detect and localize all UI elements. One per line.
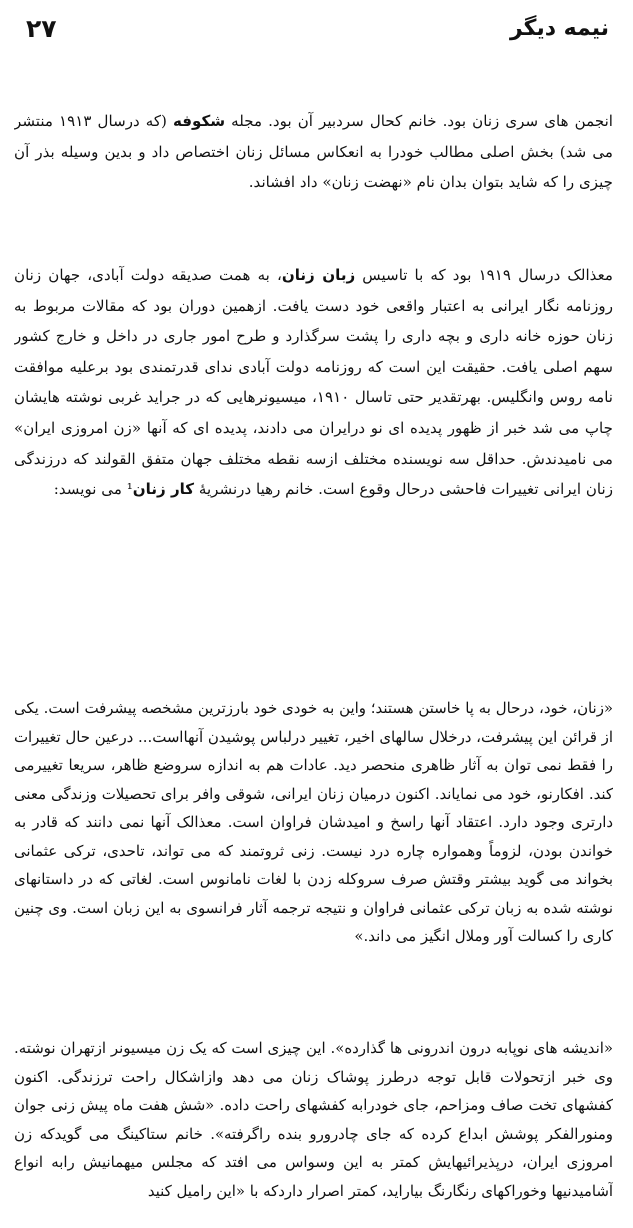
body-text bbox=[14, 106, 613, 1228]
quotation-paragraph bbox=[14, 694, 613, 1034]
running-title: نیمه دیگر bbox=[509, 16, 609, 41]
journal-name-zaban-zanan: زبان زنان bbox=[281, 266, 356, 284]
text-segment: (که درسال ۱۹۱۳ منتشر می شد) بخش اصلی مطالب خودرا به انعکاس مسائل زنان اختصاص داد و بدین وسیله بذر آن چیزی را که شاید بتوان بدان نام «نهضت زنان» داد افشاند. bbox=[14, 112, 613, 192]
paragraph-1 bbox=[14, 106, 613, 260]
paragraph-4 bbox=[14, 1034, 613, 1228]
journal-name-kar-zanan: کار زنان bbox=[132, 480, 195, 499]
text-segment: معذالک درسال ۱۹۱۹ بود که با تاسیس bbox=[355, 266, 613, 284]
text-segment: «اندیشه های نوپابه درون اندرونی ها گذارده». این چیزی است که یک زن میسیونر ازتهران نوشته. وی خبر ازتحولات قابل توجه درطرز پوشاک زنان می دهد وازاشکال راحت ترزندگی. اکنون کفشهای تخت صاف ومزاحم، جای خودرابه کفشهای راحت داده. «شش هفت ماه پیش زنی جوان ومنورالفکر پوشش ابداع کرده که جای چادرورو بنده راگرفته». خانم ستاکینگ می گویدکه زن امروزی ایران، درپذیرائیهایش کمتر به این وسواس می افتد که مجلس میهمانیش رابه انواع آشامیدنیها وخوراکهای رنگارنگ بیاراید، کمتر اصرار داردکه با «این رامیل کنید bbox=[14, 1039, 613, 1200]
page-number: ۲۷ bbox=[26, 14, 57, 43]
text-segment: ¹ می نویسد: bbox=[53, 480, 133, 499]
text-segment: انجمن های سری زنان بود. خانم کحال سردبیر آن بود. مجله bbox=[225, 112, 613, 130]
paragraph-2 bbox=[14, 260, 613, 694]
text-segment: ، به همت صدیقه دولت آبادی، جهان زنان روزنامه نگار ایرانی به اعتبار واقعی خود دست یافت. ازهمین دوران بود که مقالات مربوط به زنان حوزه خانه داری و بچه داری را پشت سرگذارد و طرح امور جاری در داخل و خارج کشور سهم اصلی یافت. حقیقت این است که روزنامه دولت آبادی ندای قدرتمندی بود برعلیه موافقت نامه روس وانگلیس. بهرتقدیر حتی تاسال ۱۹۱۰، میسیونرهایی که در جراید غربی نوشته هایشان چاپ می شد خبر از ظهور پدیده ای نو درایران می دادند، پدیده ای که آنها «زن امروزی ایران» می نامیدندش. حداقل سه نویسنده مختلف ازسه نقطه مختلف جهان متفق القولند که درزندگی زنان ایرانی تغییرات فاحشی درحال وقوع است. خانم رهیا درنشریهٔ bbox=[14, 266, 613, 499]
page-header bbox=[14, 14, 613, 54]
journal-name-shokoufeh: شکوفه bbox=[173, 112, 226, 130]
text-segment: «زنان، خود، درحال به پا خاستن هستند؛ واین به خودی خود بارزترین مشخصه پیشرفت است. یکی از قرائن این پیشرفت، درخلال سالهای اخیر، تغییر درلباس پوشیدن آنهااست... درعین حال تغییرات را فقط نمی توان به آثار ظاهری منحصر دید. عادات هم به اندازه سروضع ظاهر، سریعا تغییرمی کند. افکارنو، خود می نمایاند. اکنون درمیان زنان ایرانی، شوقی وافر برای تحصیلات وزندگی معنی دارتری وجود دارد. اعتقاد آنها راسخ و امیدشان فراوان است. معذالک آنها نمی دانند که قادر به خواندن بودن، لزوماً وهمواره چاره درد نیست. زنی ثروتمند که می تواند، تاحدی، ترکی عثمانی بخواند می گوید بیشتر وقتش صرف سروکله زدن با لغات نامانوس است. لغاتی که در داستانهای نوشته شده به زبان ترکی عثمانی فراوان و نتیجه ترجمه آثار فرانسوی به این زبان است. وی چنین کاری را کسالت آور وملال انگیز می داند.» bbox=[14, 699, 613, 945]
